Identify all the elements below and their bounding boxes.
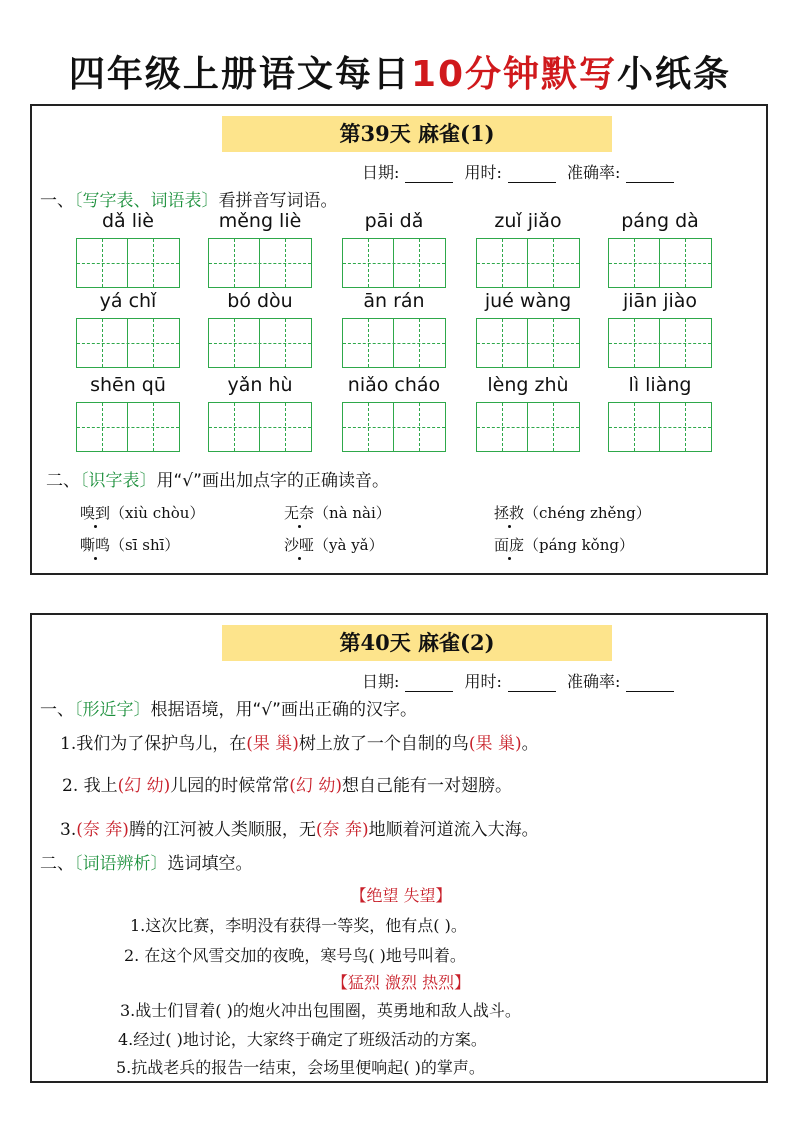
item-word: 嗅到 <box>80 504 111 522</box>
pinyin-label: zuǐ jiǎo <box>494 210 562 232</box>
line-text: 地顺着河道流入大海。 <box>368 820 539 840</box>
time-blank[interactable] <box>508 677 556 692</box>
item-word: 拯救 <box>494 504 525 522</box>
title-highlight: 10分钟默写 <box>410 54 618 95</box>
date-blank[interactable] <box>405 168 453 183</box>
item-options: （sī shī） <box>110 536 180 554</box>
line-text: 腾的江河被人类顺服，无 <box>128 820 316 840</box>
writing-box[interactable] <box>608 318 712 368</box>
writing-box[interactable] <box>208 318 312 368</box>
day40-section2-heading <box>40 849 253 874</box>
writing-box[interactable] <box>208 238 312 288</box>
line-text: 想自己能有一对翅膀。 <box>341 776 512 796</box>
reading-item[interactable] <box>494 502 651 523</box>
writing-box[interactable] <box>76 318 180 368</box>
time-blank[interactable] <box>508 168 556 183</box>
day40-meta <box>362 669 680 692</box>
pinyin-label: měng liè <box>218 210 302 232</box>
section-prefix: 一、 <box>40 700 74 720</box>
accuracy-label: 准确率: <box>567 163 621 182</box>
item-word: 嘶鸣 <box>80 536 111 554</box>
pinyin-label: jué wàng <box>484 290 572 312</box>
line-text: 2. 我上 <box>62 776 118 796</box>
char-choice[interactable]: (奈 奔) <box>315 820 369 840</box>
fill-line-1[interactable]: 1.这次比赛，李明没有获得一等奖，他有点( )。 <box>130 916 467 935</box>
word-group-2: 【猛烈 激烈 热烈】 <box>331 973 471 992</box>
writing-box[interactable] <box>476 402 580 452</box>
page-title <box>0 46 800 97</box>
writing-box[interactable] <box>476 318 580 368</box>
section-tag: 〔写字表、词语表〕 <box>74 191 219 211</box>
item-options: （páng kǒng） <box>524 536 634 554</box>
writing-box[interactable] <box>208 402 312 452</box>
day40-section1-heading <box>40 695 417 720</box>
date-label: 日期: <box>362 672 400 691</box>
accuracy-label: 准确率: <box>567 672 621 691</box>
item-word: 面庞 <box>494 536 525 554</box>
char-choice[interactable]: (幻 幼) <box>289 776 342 796</box>
char-choice[interactable]: (果 巢) <box>246 734 299 754</box>
choice-line-2 <box>62 771 512 796</box>
day39-meta <box>362 160 680 183</box>
fill-line-3[interactable]: 3.战士们冒着( )的炮火冲出包围圈，英勇地和敌人战斗。 <box>120 1001 521 1020</box>
pinyin-label: pāi dǎ <box>364 210 424 232</box>
day39-card <box>30 104 768 575</box>
word-group-1: 【绝望 失望】 <box>350 886 452 905</box>
writing-box[interactable] <box>608 238 712 288</box>
section-instruction: 选词填空。 <box>167 854 253 874</box>
fill-line-4[interactable]: 4.经过( )地讨论，大家终于确定了班级活动的方案。 <box>118 1030 487 1049</box>
day40-banner: 第40天 麻雀(2) <box>222 625 612 661</box>
writing-box[interactable] <box>76 238 180 288</box>
reading-item[interactable] <box>494 534 634 555</box>
pinyin-label: páng dà <box>621 210 699 232</box>
title-part2: 小纸条 <box>617 54 732 95</box>
date-blank[interactable] <box>405 677 453 692</box>
reading-item[interactable] <box>284 502 391 523</box>
choice-line-1 <box>60 729 539 754</box>
day40-card <box>30 613 768 1083</box>
section-tag: 〔形近字〕 <box>74 700 151 720</box>
char-choice[interactable]: (奈 奔) <box>76 820 129 840</box>
accuracy-blank[interactable] <box>626 677 674 692</box>
day39-banner: 第39天 麻雀(1) <box>222 116 612 152</box>
section-tag: 〔识字表〕 <box>80 471 157 491</box>
line-text: 3. <box>60 820 77 840</box>
item-word: 沙哑 <box>284 536 315 554</box>
date-label: 日期: <box>362 163 400 182</box>
pinyin-label: dǎ liè <box>102 210 154 232</box>
choice-line-3 <box>60 815 539 840</box>
day39-section1-heading <box>40 186 338 211</box>
pinyin-label: yá chǐ <box>99 290 157 312</box>
writing-box[interactable] <box>342 318 446 368</box>
section-instruction: 用“√”画出加点字的正确读音。 <box>156 471 389 491</box>
time-label: 用时: <box>464 163 502 182</box>
item-options: （xiù chòu） <box>110 504 205 522</box>
item-options: （chéng zhěng） <box>524 504 651 522</box>
reading-item[interactable] <box>80 534 179 555</box>
item-word: 无奈 <box>284 504 315 522</box>
pinyin-label: lèng zhù <box>487 374 569 396</box>
section-prefix: 二、 <box>40 854 74 874</box>
fill-line-5[interactable]: 5.抗战老兵的报告一结束，会场里便响起( )的掌声。 <box>116 1058 485 1077</box>
pinyin-label: jiān jiào <box>622 290 698 312</box>
section-prefix: 一、 <box>40 191 74 211</box>
accuracy-blank[interactable] <box>626 168 674 183</box>
line-text: 。 <box>521 734 539 754</box>
section-instruction: 根据语境，用“√”画出正确的汉字。 <box>150 700 417 720</box>
section-instruction: 看拼音写词语。 <box>218 191 338 211</box>
char-choice[interactable]: (果 巢) <box>468 734 522 754</box>
reading-item[interactable] <box>284 534 384 555</box>
pinyin-label: niǎo cháo <box>347 374 441 396</box>
item-options: （yà yǎ） <box>314 536 384 554</box>
pinyin-label: ān rán <box>363 290 425 312</box>
writing-box[interactable] <box>76 402 180 452</box>
section-prefix: 二、 <box>46 471 80 491</box>
day39-section2-heading <box>46 466 389 491</box>
pinyin-label: lì liàng <box>628 374 692 396</box>
time-label: 用时: <box>464 672 502 691</box>
char-choice[interactable]: (幻 幼) <box>117 776 171 796</box>
line-text: 树上放了一个自制的鸟 <box>298 734 469 754</box>
pinyin-label: yǎn hù <box>227 374 293 396</box>
line-text: 儿园的时候常常 <box>170 776 290 796</box>
writing-box[interactable] <box>342 402 446 452</box>
pinyin-label: shēn qū <box>90 374 166 396</box>
line-text: 1.我们为了保护鸟儿，在 <box>60 734 247 754</box>
title-part1: 四年级上册语文每日 <box>68 54 411 95</box>
section-tag: 〔词语辨析〕 <box>74 854 168 874</box>
writing-box[interactable] <box>608 402 712 452</box>
fill-line-2[interactable]: 2. 在这个风雪交加的夜晚，寒号鸟( )地号叫着。 <box>124 946 466 965</box>
pinyin-label: bó dòu <box>227 290 293 312</box>
writing-box[interactable] <box>476 238 580 288</box>
item-options: （nà nài） <box>314 504 391 522</box>
reading-item[interactable] <box>80 502 204 523</box>
writing-box[interactable] <box>342 238 446 288</box>
